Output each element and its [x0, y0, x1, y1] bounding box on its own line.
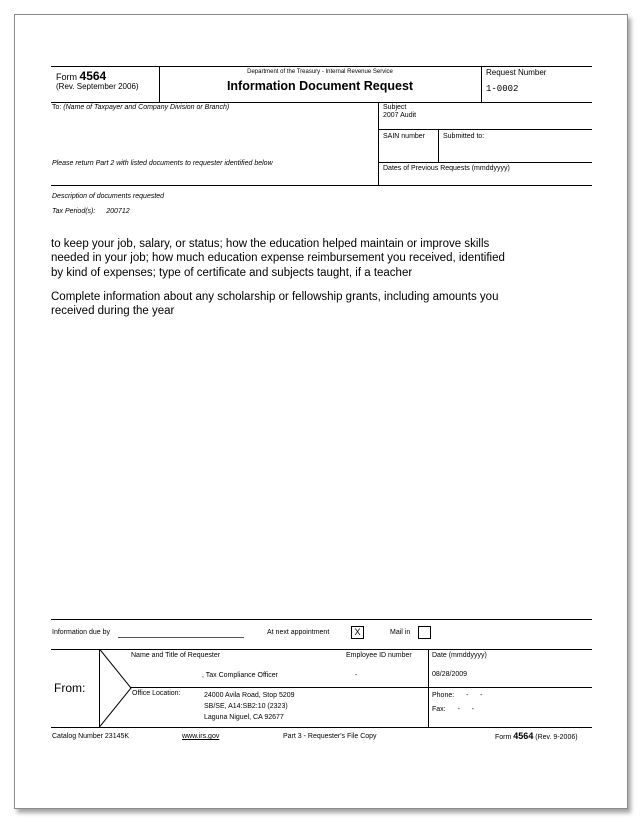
tax-period-label: Tax Period(s): — [52, 208, 96, 215]
appointment-label: At next appointment — [267, 629, 330, 636]
footer-form-label: Form — [495, 734, 512, 741]
phone-label: Phone: — [432, 692, 455, 699]
employee-id-value: - — [355, 672, 358, 679]
fax-field — [432, 706, 474, 713]
office-address-line: Laguna Niguel, CA 92677 — [204, 714, 284, 721]
appointment-checkbox[interactable]: X — [351, 626, 364, 639]
paragraph-line: received during the year — [51, 305, 175, 318]
tax-period — [52, 208, 130, 215]
sain-label: SAIN number — [383, 133, 426, 140]
part-label: Part 3 - Requester's File Copy — [283, 733, 377, 740]
sain-divider — [438, 129, 439, 162]
irs-website-link[interactable]: www.irs.gov — [182, 733, 220, 740]
submitted-to-label: Submitted to: — [443, 133, 485, 140]
description-paragraph-1 — [51, 237, 596, 280]
office-address — [204, 690, 295, 723]
footer-revision: (Rev. 9-2006) — [535, 734, 578, 741]
form-number-block — [56, 69, 106, 83]
date-value: 08/28/2009 — [432, 671, 468, 678]
mail-in-checkbox[interactable] — [418, 626, 431, 639]
subject-bottom-rule — [378, 129, 592, 130]
fax-value: - - — [457, 706, 474, 713]
footer-form-number — [495, 731, 578, 741]
employee-id-label: Employee ID number — [346, 652, 412, 659]
form-revision: (Rev. September 2006) — [56, 82, 139, 91]
request-number-value: 1-0002 — [486, 84, 519, 94]
office-location-label: Office Location: — [132, 690, 181, 697]
paragraph-line: to keep your job, salary, or status; how the education helped maintain or improve skills — [51, 238, 490, 250]
form-number: 4564 — [79, 69, 107, 83]
paragraph-line: needed in your job; how much education expense reimbursement you received, identified — [51, 252, 505, 265]
dates-top-rule — [378, 162, 592, 163]
request-number-label: Request Number — [486, 68, 547, 77]
previous-requests-label: Dates of Previous Requests (mmddyyyy) — [383, 165, 510, 172]
to-subject-divider — [378, 102, 379, 185]
header-divider-right — [481, 66, 482, 102]
header-top-rule — [51, 66, 592, 67]
header-bottom-rule — [51, 102, 592, 103]
from-arrow-graphic — [99, 649, 133, 727]
paragraph-line: Complete information about any scholarship or fellowship grants, including amounts you — [51, 291, 499, 303]
description-paragraph-2 — [51, 290, 596, 319]
date-label: Date (mmddyyyy) — [432, 652, 487, 659]
subject-label: Subject — [383, 104, 407, 111]
description-label: Description of documents requested — [52, 193, 165, 200]
phone-value: - - — [466, 692, 483, 699]
fax-label: Fax: — [432, 706, 446, 713]
due-top-rule — [51, 619, 592, 620]
office-address-line: SB/SE, A14:SB2:10 (2323) — [204, 703, 288, 710]
name-title-value: , Tax Compliance Officer — [202, 672, 278, 679]
document-page — [14, 14, 628, 809]
phone-field — [432, 692, 482, 699]
from-label: From: — [54, 681, 86, 695]
header-section-bottom-rule — [51, 185, 592, 186]
paragraph-line: by kind of expenses; type of certificate and subjects taught, if a teacher — [51, 266, 413, 279]
office-address-line: 24000 Avila Road, Stop 5209 — [204, 692, 295, 699]
return-note: Please return Part 2 with listed documents to requester identified below — [52, 160, 273, 167]
catalog-number: Catalog Number 23145K — [52, 733, 130, 740]
form-label: Form — [56, 72, 77, 82]
footer-form-number-value: 4564 — [513, 731, 534, 741]
name-title-label: Name and Title of Requester — [131, 652, 221, 659]
office-top-rule — [130, 687, 592, 688]
from-bottom-rule — [51, 727, 592, 728]
agency-name: Department of the Treasury - Internal Revenue Service — [247, 69, 393, 75]
date-divider — [428, 649, 429, 727]
info-due-label: Information due by — [52, 629, 110, 636]
to-label: To: — [52, 104, 62, 111]
tax-period-value: 200712 — [106, 208, 130, 215]
info-due-input-line[interactable] — [118, 637, 244, 638]
form-title: Information Document Request — [226, 79, 414, 93]
to-field — [52, 104, 229, 111]
subject-value: 2007 Audit — [383, 112, 417, 119]
to-hint: (Name of Taxpayer and Company Division or Branch) — [63, 104, 230, 111]
mail-in-label: Mail in — [390, 629, 411, 636]
